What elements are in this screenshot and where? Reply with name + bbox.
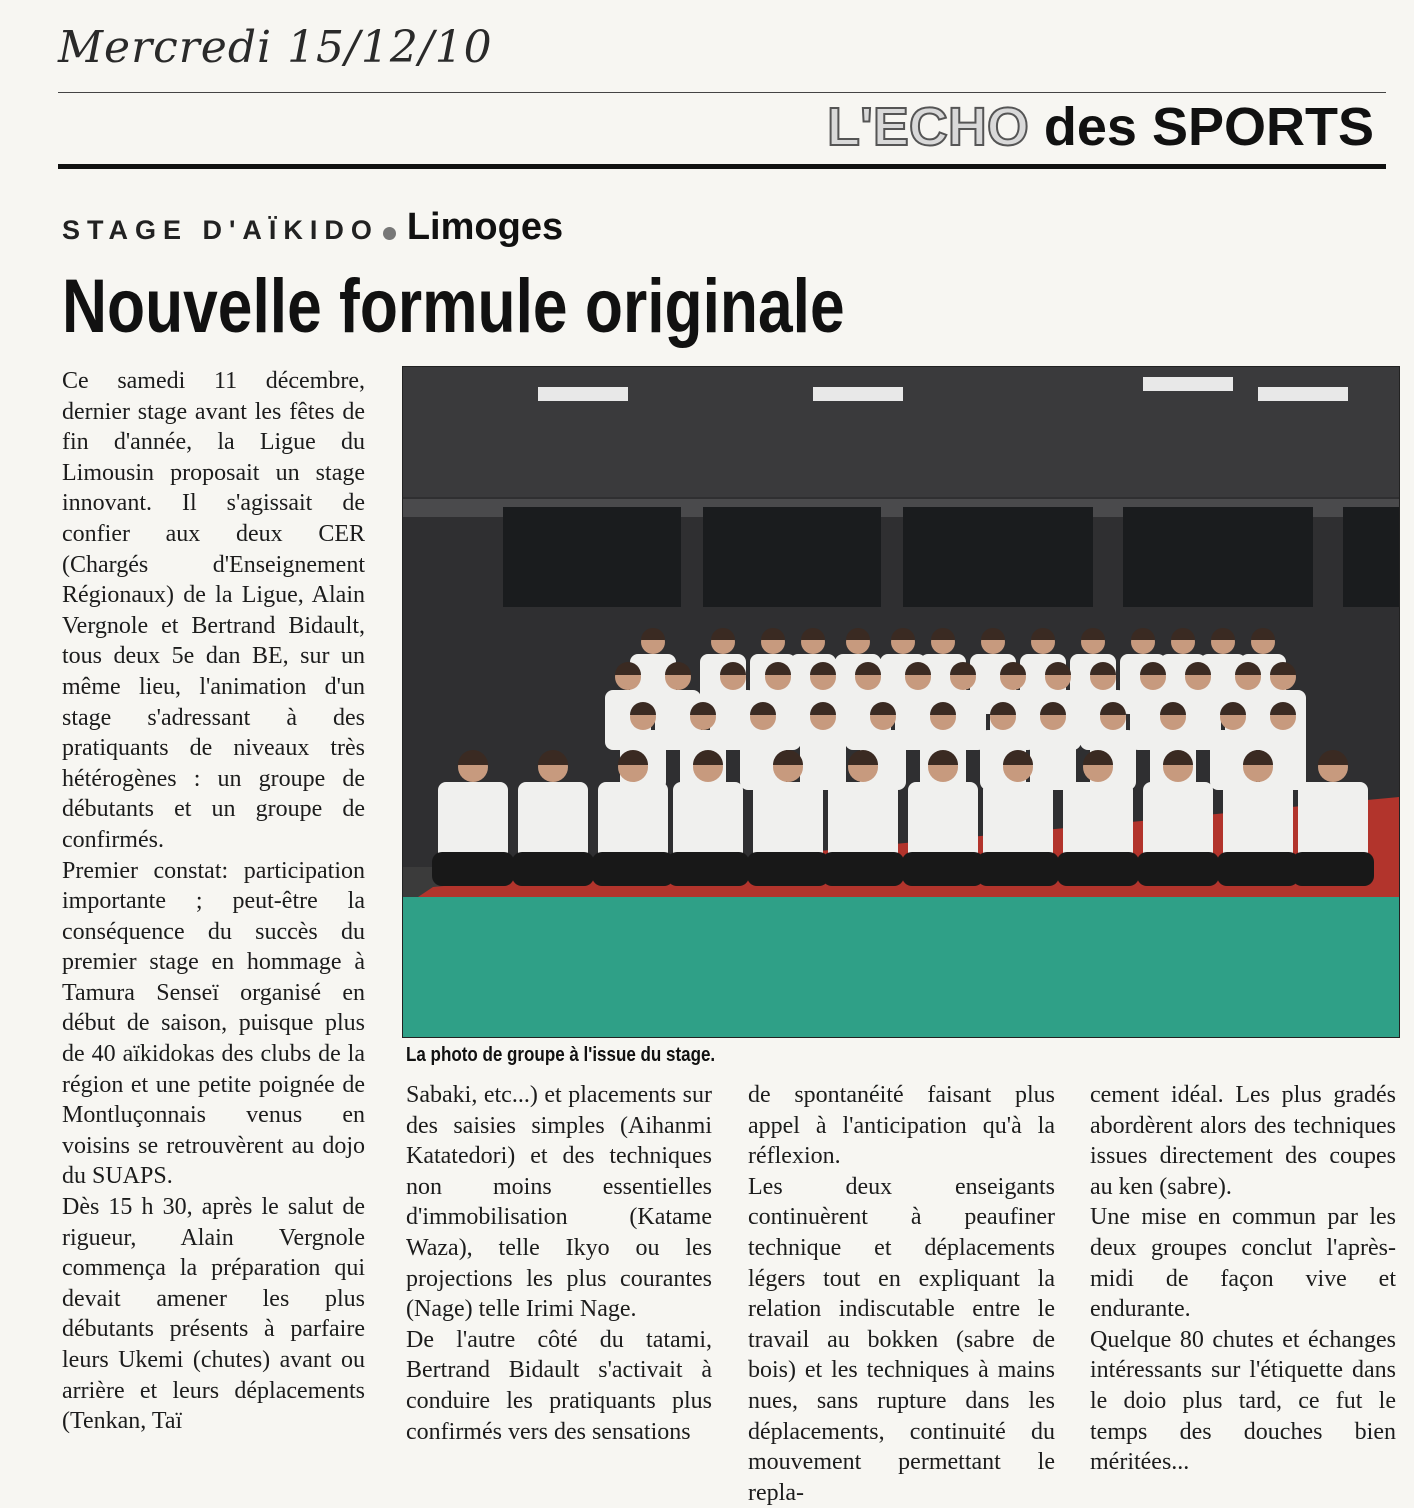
kicker xyxy=(62,202,563,252)
kicker-rubric: STAGE D'AÏKIDO xyxy=(62,215,379,245)
article-column-3 xyxy=(748,1080,1055,1508)
bullet-dot-icon xyxy=(383,227,396,240)
window-pane xyxy=(703,507,881,607)
ceiling-light xyxy=(1143,377,1233,391)
paragraph: de spontanéité faisant plus appel à l'anticipation qu'à la réflexion. xyxy=(748,1082,1055,1170)
headline: Nouvelle formule originale xyxy=(62,264,845,349)
article-column-2 xyxy=(406,1080,712,1447)
article-column-1 xyxy=(62,366,365,1437)
kicker-place: Limoges xyxy=(406,206,564,248)
photo-caption: La photo de groupe à l'issue du stage. xyxy=(406,1044,716,1066)
masthead-sports: des SPORTS xyxy=(1043,97,1374,157)
paragraph: De l'autre côté du tatami, Bertrand Bidault s'activait à conduire les pratiquants plus confirmés vers des sensations xyxy=(406,1326,712,1445)
section-masthead xyxy=(827,92,1374,162)
group-photo-illustration xyxy=(403,367,1399,1037)
paragraph: Dès 15 h 30, après le salut de rigueur, Alain Vergnole commença la préparation qui devait amener les plus débutants présents à parfaire leurs Ukemi (chutes) avant ou arrière et leurs déplacements (Tenkan, Taï xyxy=(62,1194,365,1435)
paragraph: Ce samedi 11 décembre, dernier stage avant les fêtes de fin d'année, la Ligue du Limousin proposait un stage innovant. Il s'agissait de confier aux deux CER (Chargés d'Enseignement Régionaux) de la Ligue, Alain Vergnole et Bertrand Bidault, tous deux 5e dan BE, sur un même lieu, l'animation d'un stage s'adressant à des pratiquants de niveaux très hétérogènes : un groupe de débutants et un groupe de confirmés. xyxy=(62,368,365,853)
paragraph: Les deux enseigants continuèrent à peaufiner technique et déplacements légers tout en expliquant la relation indiscutable entre le travail au bokken (sabre de bois) et les techniques à mains nues, sans rupture dans les déplacements, continuité du mouvement permettant le repla- xyxy=(748,1173,1055,1506)
paragraph: Sabaki, etc...) et placements sur des saisies simples (Aihanmi Katatedori) et des techniques non moins essentielles d'immobilisation (Katame Waza), telle Ikyo ou les projections les plus courantes (Nage) telle Irimi Nage. xyxy=(406,1082,712,1323)
group-photo xyxy=(402,366,1400,1038)
window-pane xyxy=(903,507,1093,607)
article-column-4 xyxy=(1090,1080,1396,1478)
ceiling-light xyxy=(538,387,628,401)
paragraph: Premier constat: participation importante ; peut-être la conséquence du succès du premier stage en hommage à Tamura Senseï organisé en début de saison, puisque plus de 40 aïkidokas des clubs de la région et une petite poignée de Montluçonnais venus en voisins se retrouvèrent au dojo du SUAPS. xyxy=(62,857,365,1190)
ceiling-light xyxy=(1258,387,1348,401)
handwritten-date: Mercredi 15/12/10 xyxy=(58,22,493,73)
paragraph: Une mise en commun par les deux groupes conclut l'après-midi de façon vive et endurante. xyxy=(1090,1204,1396,1323)
paragraph: Quelque 80 chutes et échanges intéressants sur l'étiquette dans le doio plus tard, ce fut le temps des douches bien méritées... xyxy=(1090,1326,1396,1476)
masthead-echo: L'ECHO xyxy=(827,97,1029,157)
paragraph: cement idéal. Les plus gradés abordèrent alors des techniques issues directement des coupes au ken (sabre). xyxy=(1090,1082,1396,1200)
window-pane xyxy=(503,507,681,607)
masthead-rule xyxy=(58,164,1386,169)
window-pane xyxy=(1123,507,1313,607)
ceiling-light xyxy=(813,387,903,401)
window-pane xyxy=(1343,507,1399,607)
